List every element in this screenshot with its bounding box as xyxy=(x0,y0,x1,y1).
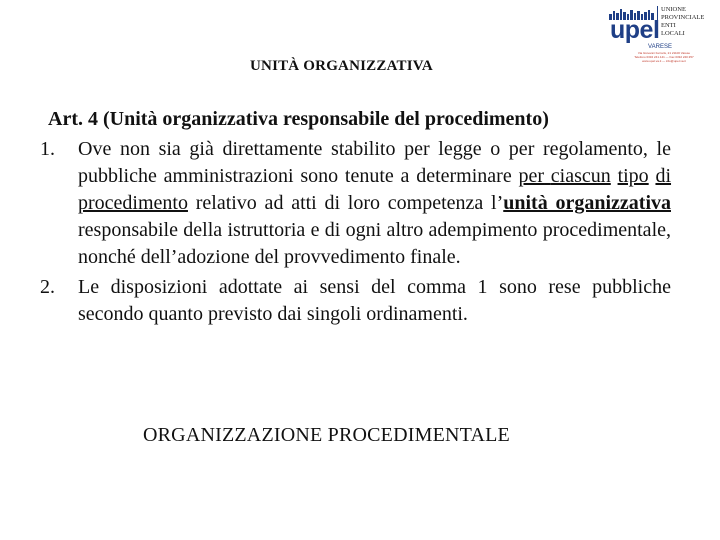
underlined-text: per xyxy=(518,165,545,187)
item-text: responsabile della istruttoria e di ogni altro adempimento procedimentale, nonché dell’adozione del provvedimento finale. xyxy=(78,219,671,268)
list-item xyxy=(40,274,671,328)
upel-logo xyxy=(608,4,714,66)
logo-fine-line: Via Giovanni Ferraris, 21 21100 Varese xyxy=(637,51,691,55)
item-number: 1. xyxy=(40,138,55,160)
logo-fine-line: Telefono 0332 241.141 — Fax 0332 240.357 xyxy=(634,55,694,59)
underlined-text: tipo xyxy=(617,165,649,187)
item-text: Ove non sia già direttamente stabilito per legge o per regolamento, le pubbliche amministrazioni sono tenute a determinare xyxy=(78,138,671,187)
underlined-text: di xyxy=(655,165,672,187)
logo-line: UNIONE xyxy=(661,6,686,13)
logo-city: VARESE xyxy=(648,44,672,50)
text-space xyxy=(611,165,618,187)
list-item xyxy=(40,136,671,271)
logo-wordmark: upel xyxy=(610,16,660,44)
logo-line: PROVINCIALE xyxy=(661,14,705,21)
bold-underlined-text: unità organizzativa xyxy=(503,192,671,214)
article-items xyxy=(40,136,671,328)
item-text: Le disposizioni adottate ai sensi del comma 1 sono rese pubbliche secondo quanto previsto dai singoli ordinamenti. xyxy=(78,276,671,325)
article-title: Art. 4 (Unità organizzativa responsabile del procedimento) xyxy=(48,108,549,130)
underlined-text: procedimento xyxy=(78,192,188,214)
logo-full-name xyxy=(657,6,717,38)
item-text: relativo ad atti di loro competenza l’ xyxy=(187,192,504,214)
logo-fine-line: www.upel.va.it — info@upel.va.it xyxy=(642,59,686,63)
logo-line: ENTI xyxy=(661,22,676,29)
logo-fine-print xyxy=(614,51,714,63)
article-body xyxy=(40,106,671,331)
footer-title: ORGANIZZAZIONE PROCEDIMENTALE xyxy=(143,424,510,446)
page-header: UNITÀ ORGANIZZATIVA xyxy=(250,58,433,74)
underlined-text: ciascun xyxy=(550,165,611,187)
logo-line: LOCALI xyxy=(661,30,685,37)
item-number: 2. xyxy=(40,276,55,298)
underlined-space xyxy=(544,165,551,187)
